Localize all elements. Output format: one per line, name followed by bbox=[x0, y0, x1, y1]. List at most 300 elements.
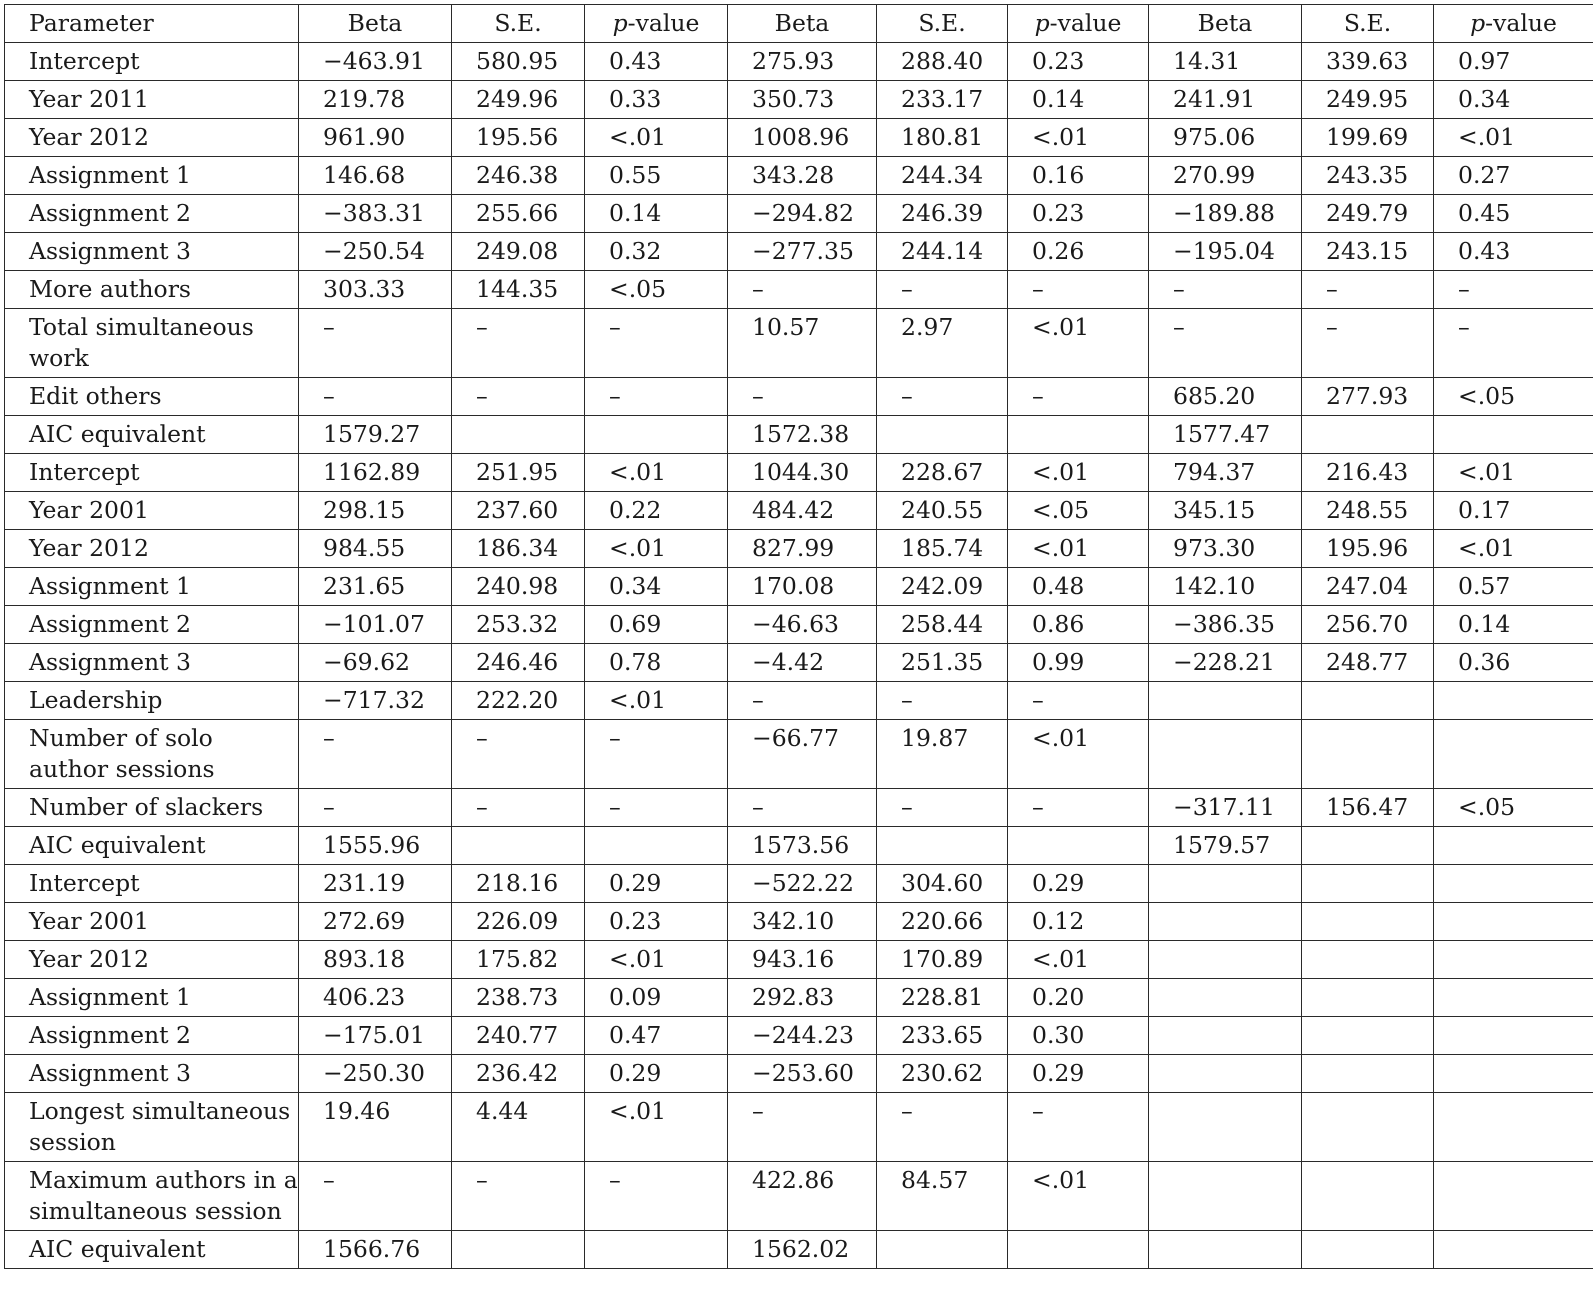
cell-beta-1: −101.07 bbox=[299, 606, 452, 644]
cell-se-1: 237.60 bbox=[452, 492, 585, 530]
cell-p-value-2: 0.99 bbox=[1008, 644, 1149, 682]
cell-p-value-1: <.01 bbox=[585, 941, 728, 979]
cell-se-1: 226.09 bbox=[452, 903, 585, 941]
cell-parameter: Assignment 3 bbox=[5, 644, 299, 682]
cell-p-value-1: <.01 bbox=[585, 1093, 728, 1162]
cell-beta-3 bbox=[1149, 1093, 1302, 1162]
header-beta: Beta bbox=[1149, 5, 1302, 43]
cell-se-2: 242.09 bbox=[877, 568, 1008, 606]
cell-beta-3 bbox=[1149, 1017, 1302, 1055]
header-beta: Beta bbox=[728, 5, 877, 43]
cell-beta-2: 1573.56 bbox=[728, 827, 877, 865]
cell-p-value-3: – bbox=[1434, 309, 1593, 378]
cell-p-value-2: 0.16 bbox=[1008, 157, 1149, 195]
cell-se-1: 249.08 bbox=[452, 233, 585, 271]
table-body bbox=[5, 43, 1593, 1269]
table-row bbox=[5, 941, 1593, 979]
cell-beta-1: 146.68 bbox=[299, 157, 452, 195]
cell-beta-3: 142.10 bbox=[1149, 568, 1302, 606]
cell-beta-3: – bbox=[1149, 271, 1302, 309]
cell-se-1: 175.82 bbox=[452, 941, 585, 979]
cell-parameter: Intercept bbox=[5, 43, 299, 81]
cell-beta-2: 1562.02 bbox=[728, 1231, 877, 1269]
cell-parameter: More authors bbox=[5, 271, 299, 309]
cell-se-1: 251.95 bbox=[452, 454, 585, 492]
cell-p-value-3: 0.17 bbox=[1434, 492, 1593, 530]
cell-se-3 bbox=[1302, 1093, 1434, 1162]
cell-p-value-1: <.01 bbox=[585, 682, 728, 720]
cell-se-3: 249.95 bbox=[1302, 81, 1434, 119]
cell-se-1: – bbox=[452, 1162, 585, 1231]
cell-parameter: AIC equivalent bbox=[5, 416, 299, 454]
table-row bbox=[5, 233, 1593, 271]
table-row bbox=[5, 789, 1593, 827]
cell-se-3 bbox=[1302, 1055, 1434, 1093]
table-row bbox=[5, 568, 1593, 606]
cell-se-2: 244.34 bbox=[877, 157, 1008, 195]
cell-beta-3 bbox=[1149, 682, 1302, 720]
cell-beta-1: 1162.89 bbox=[299, 454, 452, 492]
cell-se-3 bbox=[1302, 1017, 1434, 1055]
cell-beta-2: – bbox=[728, 378, 877, 416]
cell-beta-2: 1044.30 bbox=[728, 454, 877, 492]
cell-beta-2: – bbox=[728, 1093, 877, 1162]
cell-p-value-3 bbox=[1434, 941, 1593, 979]
cell-parameter: Assignment 2 bbox=[5, 1017, 299, 1055]
cell-beta-3: 794.37 bbox=[1149, 454, 1302, 492]
table-row bbox=[5, 644, 1593, 682]
cell-parameter: AIC equivalent bbox=[5, 827, 299, 865]
header-beta: Beta bbox=[299, 5, 452, 43]
table-row bbox=[5, 157, 1593, 195]
cell-parameter: Leadership bbox=[5, 682, 299, 720]
cell-se-1: 246.38 bbox=[452, 157, 585, 195]
cell-p-value-1: 0.34 bbox=[585, 568, 728, 606]
cell-beta-3: 1577.47 bbox=[1149, 416, 1302, 454]
cell-p-value-3 bbox=[1434, 865, 1593, 903]
cell-se-3: 339.63 bbox=[1302, 43, 1434, 81]
cell-beta-2: −253.60 bbox=[728, 1055, 877, 1093]
p-value-suffix: -value bbox=[1049, 9, 1122, 37]
cell-se-2: – bbox=[877, 789, 1008, 827]
cell-beta-3: −189.88 bbox=[1149, 195, 1302, 233]
header-se: S.E. bbox=[1302, 5, 1434, 43]
cell-se-1: 238.73 bbox=[452, 979, 585, 1017]
cell-p-value-2: <.01 bbox=[1008, 454, 1149, 492]
cell-parameter: Year 2012 bbox=[5, 941, 299, 979]
cell-beta-2: 170.08 bbox=[728, 568, 877, 606]
cell-beta-2: −294.82 bbox=[728, 195, 877, 233]
cell-p-value-3: 0.36 bbox=[1434, 644, 1593, 682]
cell-p-value-1: <.01 bbox=[585, 119, 728, 157]
cell-p-value-2: – bbox=[1008, 378, 1149, 416]
cell-se-1: – bbox=[452, 720, 585, 789]
cell-se-3: – bbox=[1302, 309, 1434, 378]
cell-p-value-2 bbox=[1008, 1231, 1149, 1269]
cell-p-value-3 bbox=[1434, 720, 1593, 789]
cell-p-value-3 bbox=[1434, 903, 1593, 941]
cell-parameter: Year 2012 bbox=[5, 530, 299, 568]
table-row bbox=[5, 903, 1593, 941]
cell-p-value-1: 0.47 bbox=[585, 1017, 728, 1055]
cell-parameter: Assignment 2 bbox=[5, 195, 299, 233]
cell-p-value-1: 0.33 bbox=[585, 81, 728, 119]
cell-se-1: 195.56 bbox=[452, 119, 585, 157]
cell-p-value-2: – bbox=[1008, 1093, 1149, 1162]
cell-se-3 bbox=[1302, 1231, 1434, 1269]
cell-p-value-3: 0.43 bbox=[1434, 233, 1593, 271]
cell-se-3: 247.04 bbox=[1302, 568, 1434, 606]
table-row bbox=[5, 979, 1593, 1017]
cell-parameter: Assignment 2 bbox=[5, 606, 299, 644]
cell-beta-3: 345.15 bbox=[1149, 492, 1302, 530]
cell-beta-1: – bbox=[299, 1162, 452, 1231]
cell-p-value-1: – bbox=[585, 1162, 728, 1231]
cell-p-value-2 bbox=[1008, 827, 1149, 865]
p-symbol: p bbox=[612, 9, 628, 37]
cell-beta-2: – bbox=[728, 271, 877, 309]
cell-p-value-2: 0.12 bbox=[1008, 903, 1149, 941]
header-parameter: Parameter bbox=[5, 5, 299, 43]
cell-beta-3: 1579.57 bbox=[1149, 827, 1302, 865]
cell-beta-1: – bbox=[299, 789, 452, 827]
cell-beta-3: 975.06 bbox=[1149, 119, 1302, 157]
cell-beta-1: – bbox=[299, 720, 452, 789]
cell-se-1: 236.42 bbox=[452, 1055, 585, 1093]
cell-parameter: Year 2012 bbox=[5, 119, 299, 157]
p-value-suffix: -value bbox=[627, 9, 700, 37]
cell-se-1: 255.66 bbox=[452, 195, 585, 233]
cell-parameter: Intercept bbox=[5, 865, 299, 903]
cell-se-3: 243.15 bbox=[1302, 233, 1434, 271]
cell-se-3 bbox=[1302, 827, 1434, 865]
cell-p-value-2: – bbox=[1008, 789, 1149, 827]
cell-beta-1: 19.46 bbox=[299, 1093, 452, 1162]
cell-p-value-3: <.01 bbox=[1434, 454, 1593, 492]
cell-parameter: AIC equivalent bbox=[5, 1231, 299, 1269]
cell-se-2 bbox=[877, 827, 1008, 865]
cell-beta-1: 1555.96 bbox=[299, 827, 452, 865]
cell-beta-2: 342.10 bbox=[728, 903, 877, 941]
cell-p-value-1: 0.09 bbox=[585, 979, 728, 1017]
cell-parameter: Intercept bbox=[5, 454, 299, 492]
table-row bbox=[5, 119, 1593, 157]
cell-p-value-1: 0.55 bbox=[585, 157, 728, 195]
cell-p-value-2: <.01 bbox=[1008, 1162, 1149, 1231]
cell-p-value-3 bbox=[1434, 1055, 1593, 1093]
cell-beta-1: −383.31 bbox=[299, 195, 452, 233]
cell-p-value-2: – bbox=[1008, 682, 1149, 720]
cell-p-value-2: <.01 bbox=[1008, 309, 1149, 378]
cell-p-value-1: – bbox=[585, 789, 728, 827]
cell-p-value-3 bbox=[1434, 1162, 1593, 1231]
table-row bbox=[5, 865, 1593, 903]
cell-beta-1: 231.19 bbox=[299, 865, 452, 903]
cell-beta-3 bbox=[1149, 1162, 1302, 1231]
cell-beta-1: −463.91 bbox=[299, 43, 452, 81]
cell-se-1 bbox=[452, 827, 585, 865]
cell-p-value-1: 0.29 bbox=[585, 865, 728, 903]
cell-p-value-1: 0.29 bbox=[585, 1055, 728, 1093]
cell-beta-1: 303.33 bbox=[299, 271, 452, 309]
cell-se-2: 240.55 bbox=[877, 492, 1008, 530]
cell-beta-2: 1008.96 bbox=[728, 119, 877, 157]
cell-p-value-3: <.05 bbox=[1434, 378, 1593, 416]
table-row bbox=[5, 1017, 1593, 1055]
cell-se-3 bbox=[1302, 941, 1434, 979]
table-row bbox=[5, 1055, 1593, 1093]
table-row bbox=[5, 827, 1593, 865]
cell-se-2 bbox=[877, 416, 1008, 454]
cell-se-1 bbox=[452, 1231, 585, 1269]
cell-p-value-1: <.01 bbox=[585, 530, 728, 568]
cell-p-value-2: – bbox=[1008, 271, 1149, 309]
cell-beta-1: 1579.27 bbox=[299, 416, 452, 454]
cell-beta-3: −386.35 bbox=[1149, 606, 1302, 644]
cell-se-3 bbox=[1302, 979, 1434, 1017]
cell-p-value-3: <.01 bbox=[1434, 530, 1593, 568]
cell-beta-3 bbox=[1149, 941, 1302, 979]
cell-p-value-3: 0.57 bbox=[1434, 568, 1593, 606]
cell-p-value-2: <.01 bbox=[1008, 941, 1149, 979]
cell-beta-2: 827.99 bbox=[728, 530, 877, 568]
cell-se-2: 185.74 bbox=[877, 530, 1008, 568]
table-row bbox=[5, 309, 1593, 378]
cell-p-value-3: <.01 bbox=[1434, 119, 1593, 157]
regression-results-table bbox=[4, 4, 1593, 1269]
header-p-value bbox=[585, 5, 728, 43]
cell-beta-2: −46.63 bbox=[728, 606, 877, 644]
cell-p-value-3 bbox=[1434, 416, 1593, 454]
cell-beta-1: – bbox=[299, 309, 452, 378]
cell-p-value-2: 0.48 bbox=[1008, 568, 1149, 606]
cell-se-2: 304.60 bbox=[877, 865, 1008, 903]
cell-se-2: 246.39 bbox=[877, 195, 1008, 233]
cell-se-1: 222.20 bbox=[452, 682, 585, 720]
cell-p-value-1: 0.69 bbox=[585, 606, 728, 644]
cell-p-value-3: 0.27 bbox=[1434, 157, 1593, 195]
cell-p-value-3: 0.14 bbox=[1434, 606, 1593, 644]
cell-p-value-1: <.05 bbox=[585, 271, 728, 309]
cell-p-value-1: 0.22 bbox=[585, 492, 728, 530]
cell-se-2: 228.81 bbox=[877, 979, 1008, 1017]
cell-p-value-2: <.01 bbox=[1008, 530, 1149, 568]
header-p-value bbox=[1008, 5, 1149, 43]
cell-beta-3: 270.99 bbox=[1149, 157, 1302, 195]
cell-se-3: 216.43 bbox=[1302, 454, 1434, 492]
cell-beta-2: 350.73 bbox=[728, 81, 877, 119]
cell-beta-1: 961.90 bbox=[299, 119, 452, 157]
cell-se-2: 170.89 bbox=[877, 941, 1008, 979]
cell-p-value-1: <.01 bbox=[585, 454, 728, 492]
cell-p-value-2: 0.20 bbox=[1008, 979, 1149, 1017]
cell-parameter: Assignment 3 bbox=[5, 233, 299, 271]
cell-se-3 bbox=[1302, 416, 1434, 454]
cell-beta-2: 943.16 bbox=[728, 941, 877, 979]
table-row bbox=[5, 454, 1593, 492]
cell-p-value-1: 0.78 bbox=[585, 644, 728, 682]
cell-parameter: Longest simultaneous session bbox=[5, 1093, 299, 1162]
cell-se-1: 240.98 bbox=[452, 568, 585, 606]
cell-beta-1: 272.69 bbox=[299, 903, 452, 941]
cell-parameter: Year 2011 bbox=[5, 81, 299, 119]
cell-beta-2: 10.57 bbox=[728, 309, 877, 378]
cell-beta-3 bbox=[1149, 720, 1302, 789]
p-symbol: p bbox=[1470, 9, 1486, 37]
cell-beta-3: −317.11 bbox=[1149, 789, 1302, 827]
cell-se-1: 144.35 bbox=[452, 271, 585, 309]
cell-se-2: – bbox=[877, 378, 1008, 416]
cell-p-value-3 bbox=[1434, 1093, 1593, 1162]
cell-beta-2: 1572.38 bbox=[728, 416, 877, 454]
cell-beta-3 bbox=[1149, 979, 1302, 1017]
cell-beta-3 bbox=[1149, 1231, 1302, 1269]
cell-parameter: Assignment 1 bbox=[5, 979, 299, 1017]
cell-beta-3: −228.21 bbox=[1149, 644, 1302, 682]
table-row bbox=[5, 416, 1593, 454]
cell-p-value-2: 0.30 bbox=[1008, 1017, 1149, 1055]
cell-se-3 bbox=[1302, 720, 1434, 789]
cell-se-1: – bbox=[452, 378, 585, 416]
cell-beta-2: 343.28 bbox=[728, 157, 877, 195]
cell-se-2: 228.67 bbox=[877, 454, 1008, 492]
table-row bbox=[5, 271, 1593, 309]
cell-se-3 bbox=[1302, 1162, 1434, 1231]
cell-p-value-2: 0.14 bbox=[1008, 81, 1149, 119]
cell-parameter: Maximum authors in a simultaneous session bbox=[5, 1162, 299, 1231]
cell-se-1: 4.44 bbox=[452, 1093, 585, 1162]
cell-beta-2: – bbox=[728, 682, 877, 720]
cell-se-1: 218.16 bbox=[452, 865, 585, 903]
cell-p-value-1: 0.23 bbox=[585, 903, 728, 941]
cell-p-value-2: <.01 bbox=[1008, 119, 1149, 157]
cell-p-value-2: 0.23 bbox=[1008, 195, 1149, 233]
cell-se-3: 195.96 bbox=[1302, 530, 1434, 568]
table-row bbox=[5, 682, 1593, 720]
cell-se-2: 220.66 bbox=[877, 903, 1008, 941]
cell-se-1: 240.77 bbox=[452, 1017, 585, 1055]
cell-se-2: 233.65 bbox=[877, 1017, 1008, 1055]
cell-se-2: 2.97 bbox=[877, 309, 1008, 378]
cell-p-value-3 bbox=[1434, 682, 1593, 720]
cell-beta-2: −244.23 bbox=[728, 1017, 877, 1055]
cell-beta-3 bbox=[1149, 865, 1302, 903]
cell-se-2: 19.87 bbox=[877, 720, 1008, 789]
cell-beta-1: −717.32 bbox=[299, 682, 452, 720]
cell-p-value-2: 0.23 bbox=[1008, 43, 1149, 81]
cell-beta-1: −250.30 bbox=[299, 1055, 452, 1093]
cell-se-1: 253.32 bbox=[452, 606, 585, 644]
cell-se-3 bbox=[1302, 865, 1434, 903]
cell-p-value-1 bbox=[585, 827, 728, 865]
cell-beta-1: −69.62 bbox=[299, 644, 452, 682]
cell-parameter: Assignment 1 bbox=[5, 157, 299, 195]
table-row bbox=[5, 1093, 1593, 1162]
cell-parameter: Year 2001 bbox=[5, 492, 299, 530]
cell-beta-3: 973.30 bbox=[1149, 530, 1302, 568]
cell-se-2: – bbox=[877, 682, 1008, 720]
cell-beta-3: −195.04 bbox=[1149, 233, 1302, 271]
cell-beta-1: 1566.76 bbox=[299, 1231, 452, 1269]
cell-beta-1: 231.65 bbox=[299, 568, 452, 606]
cell-se-2 bbox=[877, 1231, 1008, 1269]
table-row bbox=[5, 720, 1593, 789]
cell-p-value-2: 0.26 bbox=[1008, 233, 1149, 271]
cell-parameter: Number of solo author sessions bbox=[5, 720, 299, 789]
cell-se-1: – bbox=[452, 789, 585, 827]
cell-se-1 bbox=[452, 416, 585, 454]
cell-se-2: 244.14 bbox=[877, 233, 1008, 271]
cell-beta-1: −250.54 bbox=[299, 233, 452, 271]
cell-parameter: Assignment 1 bbox=[5, 568, 299, 606]
cell-se-2: 251.35 bbox=[877, 644, 1008, 682]
cell-beta-1: 298.15 bbox=[299, 492, 452, 530]
cell-se-3: 256.70 bbox=[1302, 606, 1434, 644]
cell-se-3: 199.69 bbox=[1302, 119, 1434, 157]
header-se: S.E. bbox=[877, 5, 1008, 43]
cell-se-1: – bbox=[452, 309, 585, 378]
cell-se-2: 84.57 bbox=[877, 1162, 1008, 1231]
table-row bbox=[5, 606, 1593, 644]
cell-se-1: 580.95 bbox=[452, 43, 585, 81]
cell-se-3: 249.79 bbox=[1302, 195, 1434, 233]
cell-beta-3 bbox=[1149, 903, 1302, 941]
cell-se-2: – bbox=[877, 1093, 1008, 1162]
cell-p-value-3 bbox=[1434, 1017, 1593, 1055]
cell-parameter: Edit others bbox=[5, 378, 299, 416]
cell-se-2: 180.81 bbox=[877, 119, 1008, 157]
table-row bbox=[5, 195, 1593, 233]
cell-se-2: – bbox=[877, 271, 1008, 309]
cell-se-3: 243.35 bbox=[1302, 157, 1434, 195]
table-row bbox=[5, 378, 1593, 416]
table-row bbox=[5, 492, 1593, 530]
cell-beta-3: 241.91 bbox=[1149, 81, 1302, 119]
cell-p-value-1: 0.14 bbox=[585, 195, 728, 233]
cell-p-value-3: 0.45 bbox=[1434, 195, 1593, 233]
cell-beta-3: 14.31 bbox=[1149, 43, 1302, 81]
cell-se-3: – bbox=[1302, 271, 1434, 309]
cell-se-3: 248.77 bbox=[1302, 644, 1434, 682]
cell-se-2: 233.17 bbox=[877, 81, 1008, 119]
cell-p-value-2: 0.29 bbox=[1008, 865, 1149, 903]
p-value-suffix: -value bbox=[1485, 9, 1557, 37]
table-row bbox=[5, 530, 1593, 568]
cell-se-1: 246.46 bbox=[452, 644, 585, 682]
cell-p-value-2: 0.29 bbox=[1008, 1055, 1149, 1093]
cell-p-value-3 bbox=[1434, 979, 1593, 1017]
cell-beta-1: 219.78 bbox=[299, 81, 452, 119]
cell-parameter: Year 2001 bbox=[5, 903, 299, 941]
cell-p-value-2 bbox=[1008, 416, 1149, 454]
table-row bbox=[5, 43, 1593, 81]
cell-beta-2: −66.77 bbox=[728, 720, 877, 789]
cell-p-value-3 bbox=[1434, 1231, 1593, 1269]
cell-beta-1: 406.23 bbox=[299, 979, 452, 1017]
cell-beta-1: −175.01 bbox=[299, 1017, 452, 1055]
cell-parameter: Number of slackers bbox=[5, 789, 299, 827]
table-row bbox=[5, 81, 1593, 119]
cell-p-value-1: 0.43 bbox=[585, 43, 728, 81]
cell-p-value-3 bbox=[1434, 827, 1593, 865]
cell-se-2: 258.44 bbox=[877, 606, 1008, 644]
header-row bbox=[5, 5, 1593, 43]
cell-p-value-3: <.05 bbox=[1434, 789, 1593, 827]
cell-p-value-3: 0.97 bbox=[1434, 43, 1593, 81]
cell-p-value-1: – bbox=[585, 309, 728, 378]
cell-beta-1: – bbox=[299, 378, 452, 416]
cell-p-value-3: 0.34 bbox=[1434, 81, 1593, 119]
